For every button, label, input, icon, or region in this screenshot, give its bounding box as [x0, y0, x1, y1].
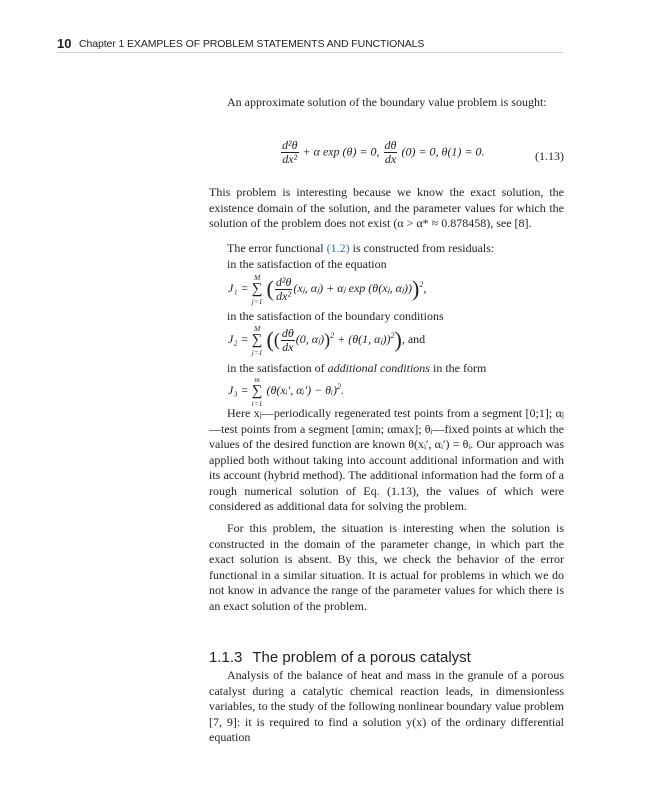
- section-title: The problem of a porous catalyst: [252, 649, 471, 666]
- functional-paragraph: [209, 241, 564, 257]
- J3-body: (θ(xᵢ′, αᵢ′) − θᵢ): [266, 382, 337, 397]
- functional-text-b: is constructed from residuals:: [349, 241, 495, 255]
- eq-bc-numerator: dθ: [384, 138, 397, 152]
- sum-bottom-J1: j=1: [251, 297, 263, 306]
- sum-symbol-J2: M ∑ j=1: [251, 324, 263, 357]
- sum-top-J2: M: [253, 324, 261, 333]
- J3-power: 2: [336, 381, 341, 391]
- eq-lhs-numerator: d²θ: [282, 138, 298, 152]
- sum-bottom-J3: i=1: [251, 399, 263, 408]
- eq-middle: + α exp (θ) = 0,: [302, 144, 380, 159]
- equation-J2: J₂ = M ∑ j=1 (( $\frac{d\theta}{dx}$ (0, αⱼ))$^2$ + (θ(1, αⱼ))$^2$), and: [228, 324, 426, 357]
- line-boundary: in the satisfaction of the boundary conditions: [227, 309, 444, 323]
- section-heading: [209, 649, 481, 666]
- additional-emphasis: additional conditions: [327, 361, 430, 375]
- eq-bc-rest: (0) = 0, θ(1) = 0.: [401, 144, 485, 159]
- functional-ref-link[interactable]: (1.2): [326, 241, 350, 255]
- running-header: [57, 36, 563, 53]
- sum-top-J3: m: [254, 375, 260, 384]
- page-number: 10: [57, 36, 72, 51]
- catalyst-paragraph: Analysis of the balance of heat and mass in the granule of a porous catalyst during a catalytic chemical reaction leads, in dimensionless variables, to the study of the following nonlinear boundary value problem [7, 9]: it is required to find a solution y(x) of the ordinary differential equation: [209, 668, 564, 744]
- sum-top-J1: M: [253, 273, 261, 282]
- equation-J1: J₁ = M ∑ j=1 ( $\frac{\text{d²θ}}{\text{dx²}}$ (xⱼ, αⱼ) + αⱼ exp (θ(xⱼ, αⱼ)))$^2$,: [228, 273, 427, 306]
- additional-text-a: in the satisfaction of: [227, 361, 328, 375]
- J2-lhs: J₂ =: [228, 331, 249, 346]
- J3-tail: .: [340, 382, 344, 397]
- sum-bottom-J2: j=1: [251, 348, 263, 357]
- equation-1-13: [280, 139, 564, 166]
- problem-paragraph: For this problem, the situation is interesting when the solution is constructed in the domain of the parameter change, in which part the exact solution is absent. By this, we check the behavior of the error functional in a similar situation. It is actual for problems in which we do not know in advance the range of the parameter values for which there is an exact solution of the problem.: [209, 521, 564, 613]
- J1-frac-num: d²θ: [275, 274, 292, 289]
- J2-frac-num: dθ: [281, 325, 294, 340]
- functional-text-a: The error functional: [227, 241, 327, 255]
- J1-tail: ,: [423, 280, 427, 295]
- J2-part1: (0, αⱼ): [295, 331, 325, 346]
- J1-power: 2: [419, 279, 424, 289]
- J2-power: 2: [330, 330, 335, 340]
- running-title: Chapter 1 EXAMPLES OF PROBLEM STATEMENTS AND FUNCTIONALS: [79, 38, 425, 50]
- J2-frac-den: dx: [282, 339, 294, 354]
- sum-symbol-J3: m ∑ i=1: [251, 375, 263, 408]
- section-number: 1.1.3: [209, 649, 243, 666]
- eq-bc-denominator: dx: [384, 152, 397, 166]
- equation-label: (1.13): [535, 149, 564, 163]
- J2-part2: + (θ(1, αⱼ)): [337, 331, 391, 346]
- J1-body: (xⱼ, αⱼ) + αⱼ exp (θ(xⱼ, αⱼ)): [293, 280, 413, 295]
- J1-frac-den: dx²: [276, 288, 292, 303]
- J3-lhs: J₃ =: [228, 382, 249, 397]
- J2-tail: , and: [401, 331, 426, 346]
- equation-J3: [228, 374, 344, 408]
- additional-text-c: in the form: [429, 361, 487, 375]
- line-equation: in the satisfaction of the equation: [227, 257, 387, 271]
- interest-paragraph: This problem is interesting because we know the exact solution, the existence domain of the solution, and the parameter values for which the solution of the problem does not exist (α > α* ≈ 0.878458), see [8].: [209, 185, 564, 230]
- here-paragraph: Here xⱼ—periodically regenerated test points from a segment [0;1]; αⱼ—test points from a segment [αmin; αmax]; θᵢ—fixed points at which the values of the desired function are known θ(xᵢ′, αᵢ′) = θᵢ. Our approach was applied both without taking into account additional information and with its account (hybrid method). The additional information had the form of a rough numerical solution of Eq. (1.13), the values of which were considered as additional data for solving the problem.: [209, 406, 564, 513]
- intro-paragraph: An approximate solution of the boundary value problem is sought:: [227, 95, 547, 109]
- eq-lhs-denominator: dx²: [282, 152, 298, 166]
- sum-symbol-J1: M ∑ j=1: [251, 273, 263, 306]
- J1-lhs: J₁ =: [228, 280, 249, 295]
